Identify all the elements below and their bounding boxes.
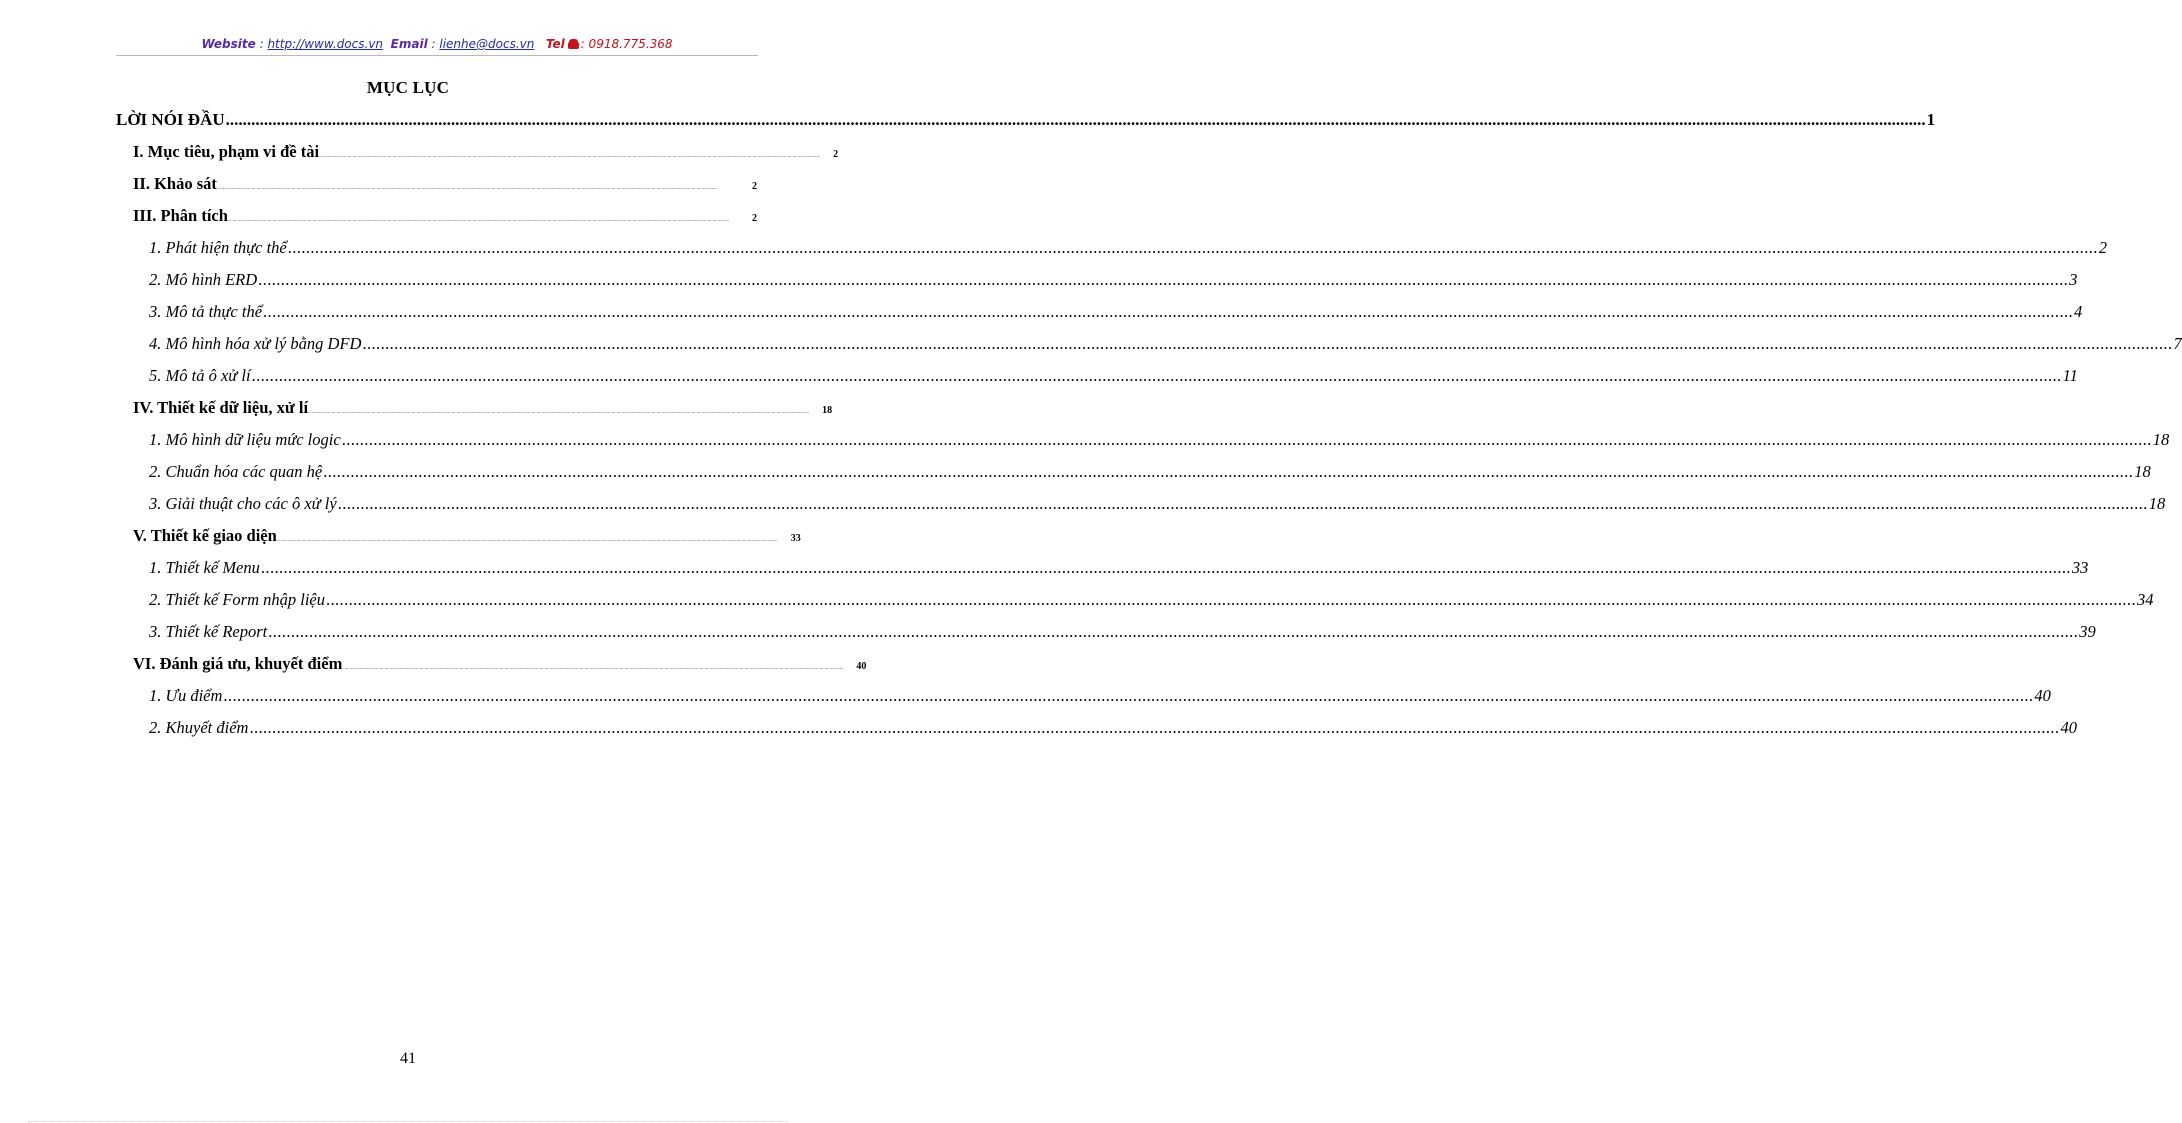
toc-entry-page: 40 [2034, 686, 2051, 705]
toc-leader: ................................................................................................................................................................................................................................................................................................................................................................................................................ [277, 538, 778, 543]
toc-entry-text: 3. Giải thuật cho các ô xử lý [149, 494, 337, 513]
toc-leader: ................................................................................................................................................................................................................................................................................................................................................................................................................ [228, 218, 729, 223]
toc-entry-mo-hinh-dfd[interactable] [149, 334, 2182, 358]
toc-entry-thiet-ke-form[interactable] [149, 590, 2154, 614]
toc-entry-thiet-ke-report[interactable] [149, 622, 2096, 646]
toc-entry-mo-hinh-erd[interactable] [149, 270, 2078, 294]
toc-entry-text: 2. Thiết kế Form nhập liệu [149, 590, 325, 609]
toc-entry-text: 4. Mô hình hóa xử lý bằng DFD [149, 334, 362, 353]
toc-leader: ................................................................................................................................................................................................................................................................................................................................................................................................................ [325, 590, 2136, 609]
toc-leader: ................................................................................................................................................................................................................................................................................................................................................................................................................ [225, 110, 1926, 129]
toc-entry-loi-noi-dau[interactable] [116, 110, 1936, 134]
toc-entry-page: 40 [2060, 718, 2077, 737]
page-number: 41 [400, 1050, 416, 1067]
tel-label: Tel [545, 37, 565, 51]
toc-title: MỤC LỤC [366, 78, 450, 97]
toc-entry-mo-ta-thuc-the[interactable] [149, 302, 2083, 326]
toc-leader: ................................................................................................................................................................................................................................................................................................................................................................................................................ [287, 238, 2098, 257]
toc-leader: ................................................................................................................................................................................................................................................................................................................................................................................................................ [341, 430, 2152, 449]
toc-entry-page: 2 [833, 149, 839, 160]
toc-entry-page: 18 [822, 405, 833, 416]
toc-entry-page: 7 [2173, 334, 2182, 353]
toc-leader: ................................................................................................................................................................................................................................................................................................................................................................................................................ [263, 302, 2074, 321]
toc-entry-text: 3. Mô tả thực thể [149, 302, 263, 321]
toc-leader: ................................................................................................................................................................................................................................................................................................................................................................................................................ [249, 718, 2060, 737]
toc-entry-text: I. Mục tiêu, phạm vi đề tài [133, 142, 320, 161]
toc-entry-text: IV. Thiết kế dữ liệu, xử lí [133, 398, 309, 417]
toc-entry-text: 1. Phát hiện thực thể [149, 238, 287, 257]
toc-leader: ................................................................................................................................................................................................................................................................................................................................................................................................................ [343, 666, 844, 671]
toc-leader: ................................................................................................................................................................................................................................................................................................................................................................................................................ [251, 366, 2062, 385]
toc-entry-khuyet-diem[interactable] [149, 718, 2077, 742]
toc-entry-khao-sat[interactable] [133, 174, 757, 198]
toc-entry-phan-tich[interactable] [133, 206, 757, 230]
toc-entry-uu-diem[interactable] [149, 686, 2051, 710]
toc-entry-text: 2. Chuẩn hóa các quan hệ [149, 462, 323, 481]
toc-entry-mo-ta-o-xu-li[interactable] [149, 366, 2078, 390]
toc-entry-page: 2 [2098, 238, 2108, 257]
toc-entry-page: 33 [2071, 558, 2089, 577]
toc-entry-text: V. Thiết kế giao diện [133, 526, 277, 545]
toc-leader: ................................................................................................................................................................................................................................................................................................................................................................................................................ [320, 154, 821, 159]
toc-leader: ................................................................................................................................................................................................................................................................................................................................................................................................................ [258, 270, 2069, 289]
toc-entry-phat-hien-thuc-the[interactable] [149, 238, 2108, 262]
toc-entry-text: 1. Mô hình dữ liệu mức logic [149, 430, 341, 449]
website-separator: : [255, 37, 268, 51]
toc-entry-text: 2. Khuyết điểm [149, 718, 249, 737]
toc-entry-page: 18 [2152, 430, 2170, 449]
toc-entry-text: 2. Mô hình ERD [149, 270, 258, 289]
toc-entry-text: 5. Mô tả ô xử lí [149, 366, 251, 385]
toc-entry-muc-tieu[interactable] [133, 142, 839, 166]
toc-leader: ................................................................................................................................................................................................................................................................................................................................................................................................................ [223, 686, 2034, 705]
toc-entry-chuan-hoa[interactable] [149, 462, 2151, 486]
toc-leader: ................................................................................................................................................................................................................................................................................................................................................................................................................ [217, 186, 718, 191]
toc-entry-page: 2 [752, 181, 757, 192]
email-label: Email [390, 37, 428, 51]
toc-entry-danh-gia[interactable] [133, 654, 867, 678]
toc-entry-page: 34 [2136, 590, 2154, 609]
toc-entry-thiet-ke-giao-dien[interactable] [133, 526, 801, 550]
toc-leader: ................................................................................................................................................................................................................................................................................................................................................................................................................ [362, 334, 2173, 353]
website-label: Website [201, 37, 256, 51]
toc-entry-text: 3. Thiết kế Report [149, 622, 268, 641]
toc-entry-text: LỜI NÓI ĐẦU [116, 110, 225, 129]
toc-leader: ................................................................................................................................................................................................................................................................................................................................................................................................................ [337, 494, 2148, 513]
toc-entry-text: VI. Đánh giá ưu, khuyết điểm [133, 654, 343, 673]
website-link[interactable]: http://www.docs.vn [267, 37, 384, 51]
toc-entry-text: 1. Thiết kế Menu [149, 558, 260, 577]
toc-entry-page: 40 [856, 661, 867, 672]
toc-leader: ................................................................................................................................................................................................................................................................................................................................................................................................................ [260, 558, 2071, 577]
toc-entry-text: III. Phân tích [133, 206, 228, 225]
toc-entry-page: 1 [1926, 110, 1936, 129]
toc-entry-page: 18 [2134, 462, 2151, 481]
toc-entry-thiet-ke-du-lieu[interactable] [133, 398, 833, 422]
email-link[interactable]: lienhe@docs.vn [439, 37, 535, 51]
bottom-divider [28, 1121, 788, 1122]
toc-leader: ................................................................................................................................................................................................................................................................................................................................................................................................................ [268, 622, 2079, 641]
tel-value: : 0918.775.368 [580, 37, 673, 51]
toc-leader: ................................................................................................................................................................................................................................................................................................................................................................................................................ [323, 462, 2134, 481]
toc-entry-page: 11 [2062, 366, 2078, 385]
toc-leader: ................................................................................................................................................................................................................................................................................................................................................................................................................ [309, 410, 810, 415]
toc-entry-mo-hinh-logic[interactable] [149, 430, 2170, 454]
toc-entry-page: 39 [2079, 622, 2096, 641]
toc-entry-giai-thuat[interactable] [149, 494, 2166, 518]
toc-entry-page: 3 [2069, 270, 2078, 289]
toc-entry-text: II. Khảo sát [133, 174, 217, 193]
email-separator: : [427, 37, 440, 51]
toc-entry-page: 33 [790, 533, 801, 544]
toc-entry-text: 1. Ưu điểm [149, 686, 223, 705]
toc-entry-thiet-ke-menu[interactable] [149, 558, 2089, 582]
toc-entry-page: 18 [2148, 494, 2166, 513]
toc-entry-page: 2 [752, 213, 757, 224]
toc-entry-page: 4 [2074, 302, 2083, 321]
